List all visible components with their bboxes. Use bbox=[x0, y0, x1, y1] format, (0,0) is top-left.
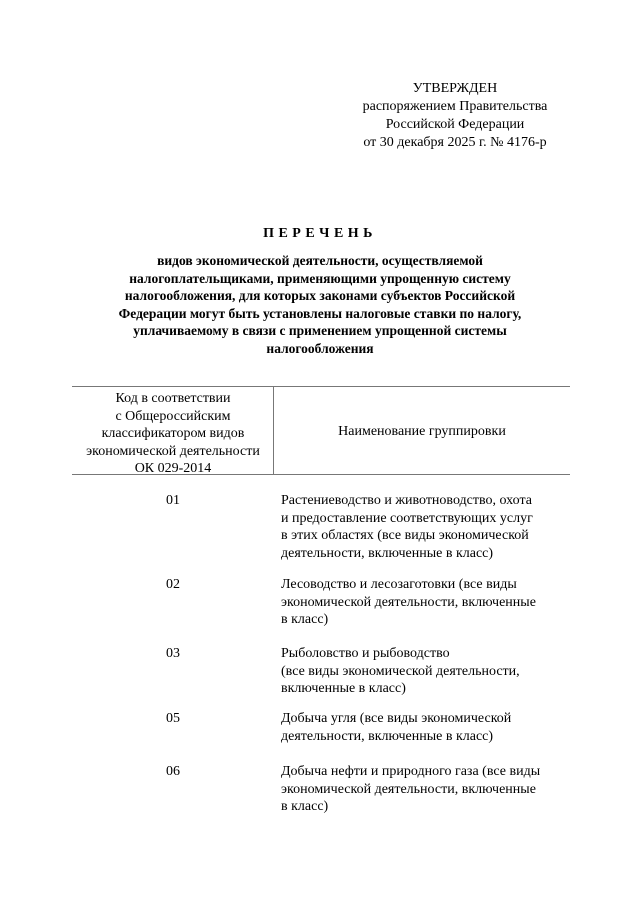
row-code: 06 bbox=[166, 764, 180, 779]
row-name-line: в этих областях (все виды экономической bbox=[281, 528, 529, 544]
subtitle-line: налогоплательщиками, применяющими упрощенную систему bbox=[129, 270, 511, 286]
row-name bbox=[281, 492, 571, 562]
approval-block bbox=[340, 80, 570, 152]
row-name-line: Растениеводство и животноводство, охота bbox=[281, 493, 532, 508]
approval-date-number: от 30 декабря 2025 г. № 4176-р bbox=[363, 135, 547, 150]
row-code: 05 bbox=[166, 711, 180, 726]
row-name-line: включенные в класс) bbox=[281, 681, 406, 697]
subtitle-line: видов экономической деятельности, осуществляемой bbox=[157, 253, 483, 268]
table-header-name: Наименование группировки bbox=[338, 424, 506, 439]
table-top-rule bbox=[72, 386, 570, 387]
row-name-line: (все виды экономической деятельности, bbox=[281, 663, 520, 679]
document-title: ПЕРЕЧЕНЬ bbox=[263, 226, 377, 241]
row-name bbox=[281, 710, 571, 745]
row-code: 02 bbox=[166, 577, 180, 592]
approval-authority-country: Российской Федерации bbox=[385, 117, 525, 132]
header-code-line: экономической деятельности bbox=[86, 443, 260, 459]
subtitle-line: налогообложения, для которых законами субъектов Российской bbox=[124, 288, 516, 303]
row-name bbox=[281, 576, 571, 629]
subtitle-line: налогообложения bbox=[266, 340, 374, 356]
header-code-line: Код в соответствии bbox=[115, 391, 231, 406]
row-name-line: Рыболовство и рыбоводство bbox=[281, 646, 450, 661]
row-code: 03 bbox=[166, 646, 180, 661]
approval-status: УТВЕРЖДЕН bbox=[412, 81, 498, 96]
subtitle-line: Федерации могут быть установлены налоговые ставки по налогу, bbox=[118, 305, 522, 321]
subtitle-line: уплачиваемому в связи с применением упрощенной системы bbox=[133, 323, 507, 338]
row-name-line: в класс) bbox=[281, 799, 329, 815]
row-name-line: деятельности, включенные в класс) bbox=[281, 728, 494, 744]
row-name bbox=[281, 763, 571, 816]
row-name-line: Добыча угля (все виды экономической bbox=[281, 711, 512, 726]
row-name-line: деятельности, включенные в класс) bbox=[281, 545, 494, 561]
row-name-line: Лесоводство и лесозаготовки (все виды bbox=[281, 577, 517, 592]
row-name-line: в класс) bbox=[281, 612, 329, 628]
row-code: 01 bbox=[166, 493, 180, 508]
approval-authority: распоряжением Правительства bbox=[362, 99, 548, 114]
document-subtitle bbox=[100, 252, 540, 357]
row-name-line: экономической деятельности, включенные bbox=[281, 781, 536, 797]
header-code-line: с Общероссийским bbox=[115, 408, 231, 424]
row-name bbox=[281, 645, 571, 698]
table-header-code bbox=[72, 390, 274, 478]
row-name-line: и предоставление соответствующих услуг bbox=[281, 510, 533, 526]
header-code-line: классификатором видов bbox=[101, 426, 245, 442]
row-name-line: Добыча нефти и природного газа (все виды bbox=[281, 764, 541, 779]
row-name-line: экономической деятельности, включенные bbox=[281, 594, 536, 610]
header-code-line: ОК 029-2014 bbox=[134, 461, 212, 477]
